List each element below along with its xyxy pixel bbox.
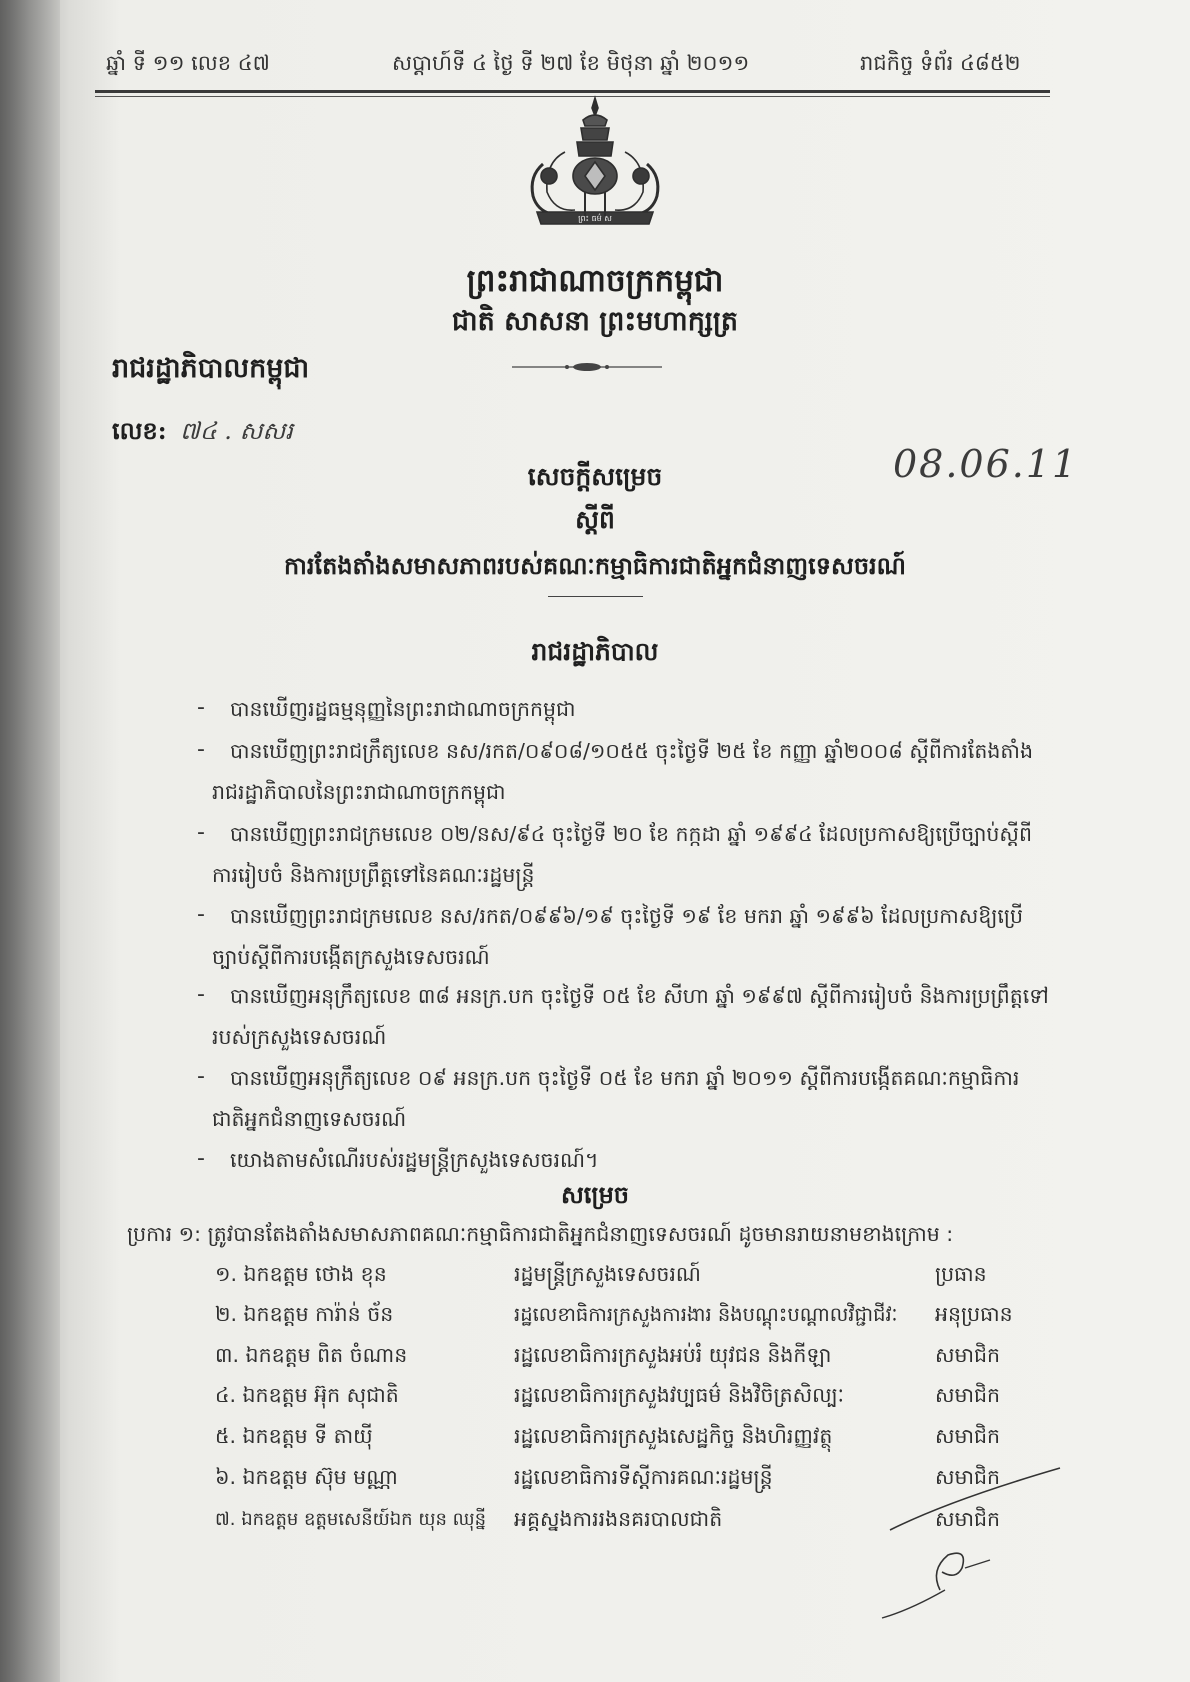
handwritten-date: 08.06.11 bbox=[893, 442, 1079, 486]
member-row bbox=[0, 1302, 1190, 1340]
member-row bbox=[0, 1262, 1190, 1300]
member-position: រដ្ឋលេខាធិការក្រសួងសេដ្ឋកិច្ច និងហិរញ្ញវត្ថុ bbox=[514, 1424, 833, 1448]
member-position: អគ្គស្នងការរងនគរបាលជាតិ bbox=[514, 1507, 723, 1531]
preamble-item-6-cont: ជាតិអ្នកជំនាញទេសចរណ៍ bbox=[212, 1107, 407, 1131]
member-role: សមាជិក bbox=[935, 1465, 1001, 1489]
subject-divider bbox=[548, 596, 643, 597]
member-role: សមាជិក bbox=[935, 1343, 1001, 1367]
member-row bbox=[0, 1343, 1190, 1381]
preamble-item-7: យោងតាមសំណើរបស់រដ្ឋមន្ត្រីក្រសួងទេសចរណ៍។ bbox=[230, 1148, 599, 1172]
royal-crest-icon bbox=[515, 92, 675, 242]
list-dash: - bbox=[197, 1146, 205, 1171]
gazette-page: រាជកិច្ច ទំព័រ ៤៨៥២ bbox=[860, 51, 1021, 75]
member-name: ២. ឯកឧត្តម ការ៉ាន់ ច័ន bbox=[215, 1302, 394, 1326]
preamble-item-5: បានឃើញអនុក្រឹត្យលេខ ៣៨ អនក្រ.បក ចុះថ្ងៃទី ០៥ ខែ សីហា ឆ្នាំ ១៩៩៧ ស្តីពីការរៀបចំ និងការប្រព្រឹត្តទៅ bbox=[230, 984, 1049, 1008]
member-row bbox=[0, 1424, 1190, 1462]
list-dash: - bbox=[197, 737, 205, 762]
member-position: រដ្ឋលេខាធិការទីស្តីការគណៈរដ្ឋមន្ត្រី bbox=[514, 1465, 773, 1489]
member-row bbox=[0, 1383, 1190, 1421]
decision-title: សេចក្តីសម្រេច bbox=[527, 462, 663, 491]
member-position: រដ្ឋលេខាធិការក្រសួងអប់រំ យុវជន និងកីឡា bbox=[514, 1343, 832, 1367]
government-heading: រាជរដ្ឋាភិបាល bbox=[531, 637, 659, 666]
preamble-item-3: បានឃើញព្រះរាជក្រមលេខ ០២/នស/៩៤ ចុះថ្ងៃទី ២០ ខែ កក្កដា ឆ្នាំ ១៩៩៤ ដែលប្រកាសឱ្យប្រើច្បាប់ស្តីពី bbox=[230, 822, 1032, 846]
member-name: ៧. ឯកឧត្តម ឧត្តមសេនីយ៍ឯក យុន ឈុន្នី bbox=[215, 1509, 487, 1530]
gazette-date: សប្តាហ៍ទី ៤ ថ្ងៃ ទី ២៧ ខែ មិថុនា ឆ្នាំ ២០១១ bbox=[392, 51, 750, 75]
list-dash: - bbox=[197, 982, 205, 1007]
list-dash: - bbox=[197, 1064, 205, 1089]
preamble-item-2: បានឃើញព្រះរាជក្រឹត្យលេខ នស/រកត/០៩០៨/១០៥៥ ចុះថ្ងៃទី ២៥ ខែ កញ្ញា ឆ្នាំ២០០៨ ស្តីពីការតែងតាំង bbox=[230, 739, 1033, 763]
preamble-item-4: បានឃើញព្រះរាជក្រមលេខ នស/រកត/០៩៩៦/១៩ ចុះថ្ងៃទី ១៩ ខែ មករា ឆ្នាំ ១៩៩៦ ដែលប្រកាសឱ្យប្រើ bbox=[230, 904, 1024, 928]
list-dash: - bbox=[197, 695, 205, 720]
member-role: សមាជិក bbox=[935, 1383, 1001, 1407]
member-name: ១. ឯកឧត្តម ថោង ខុន bbox=[215, 1262, 387, 1286]
member-name: ៥. ឯកឧត្តម ទី តាយ៉ី bbox=[215, 1424, 373, 1448]
preamble-item-6: បានឃើញអនុក្រឹត្យលេខ ០៩ អនក្រ.បក ចុះថ្ងៃទី ០៥ ខែ មករា ឆ្នាំ ២០១១ ស្តីពីការបង្កើតគណៈកម្មាធិការ bbox=[230, 1066, 1020, 1090]
member-role: ប្រធាន bbox=[935, 1262, 987, 1286]
signature-initial-icon bbox=[870, 1460, 1070, 1620]
preamble-item-4-cont: ច្បាប់ស្តីពីការបង្កើតក្រសួងទេសចរណ៍ bbox=[212, 945, 490, 969]
list-dash: - bbox=[197, 820, 205, 845]
member-position: រដ្ឋលេខាធិការក្រសួងការងារ និងបណ្តុះបណ្តាលវិជ្ជាជីវៈ bbox=[514, 1303, 898, 1326]
issuer-name: រាជរដ្ឋាភិបាលកម្ពុជា bbox=[112, 353, 310, 384]
preamble-item-1: បានឃើញរដ្ឋធម្មនុញ្ញនៃព្រះរាជាណាចក្រកម្ពុជា bbox=[230, 697, 576, 721]
decision-subject: ការតែងតាំងសមាសភាពរបស់គណៈកម្មាធិការជាតិអ្នកជំនាញទេសចរណ៍ bbox=[284, 551, 906, 580]
crest-motto: ព្រះ ធម៌ ស bbox=[578, 214, 612, 223]
list-dash: - bbox=[197, 902, 205, 927]
member-name: ៦. ឯកឧត្តម ស៊ុម មណ្ណា bbox=[215, 1465, 398, 1489]
preamble-item-2-cont: រាជរដ្ឋាភិបាលនៃព្រះរាជាណាចក្រកម្ពុជា bbox=[212, 780, 506, 804]
decision-about: ស្តីពី bbox=[575, 505, 615, 534]
preamble-item-3-cont: ការរៀបចំ និងការប្រព្រឹត្តទៅនៃគណៈរដ្ឋមន្ត្រី bbox=[212, 863, 535, 887]
gazette-issue: ឆ្នាំ ទី ១១ លេខ ៤៧ bbox=[106, 51, 270, 75]
kingdom-motto: ជាតិ សាសនា ព្រះមហាក្សត្រ bbox=[451, 306, 739, 337]
member-position: រដ្ឋមន្ត្រីក្រសួងទេសចរណ៍ bbox=[514, 1262, 701, 1286]
member-role: សមាជិក bbox=[935, 1424, 1001, 1448]
ornament-divider-icon bbox=[512, 360, 662, 374]
member-role: អនុប្រធាន bbox=[935, 1302, 1013, 1326]
document-number-value: ៧៤ . សសរ bbox=[180, 417, 293, 445]
member-position: រដ្ឋលេខាធិការក្រសួងវប្បធម៌ និងវិចិត្រសិល្បៈ bbox=[514, 1383, 844, 1407]
kingdom-name: ព្រះរាជាណាចក្រកម្ពុជា bbox=[466, 263, 724, 299]
member-name: ៣. ឯកឧត្តម ពិត ចំណាន bbox=[215, 1343, 408, 1367]
member-name: ៤. ឯកឧត្តម អ៊ុក សុជាតិ bbox=[215, 1383, 399, 1407]
article-1: ប្រការ ១: ត្រូវបានតែងតាំងសមាសភាពគណៈកម្មាធិការជាតិអ្នកជំនាញទេសចរណ៍ ដូចមានរាយនាមខាងក្រោម : bbox=[127, 1222, 954, 1246]
document-number-label: លេខ: bbox=[112, 416, 167, 445]
member-role: សមាជិក bbox=[935, 1507, 1001, 1531]
decides-heading: សម្រេច bbox=[560, 1180, 630, 1209]
preamble-item-5-cont: របស់ក្រសួងទេសចរណ៍ bbox=[212, 1025, 387, 1049]
